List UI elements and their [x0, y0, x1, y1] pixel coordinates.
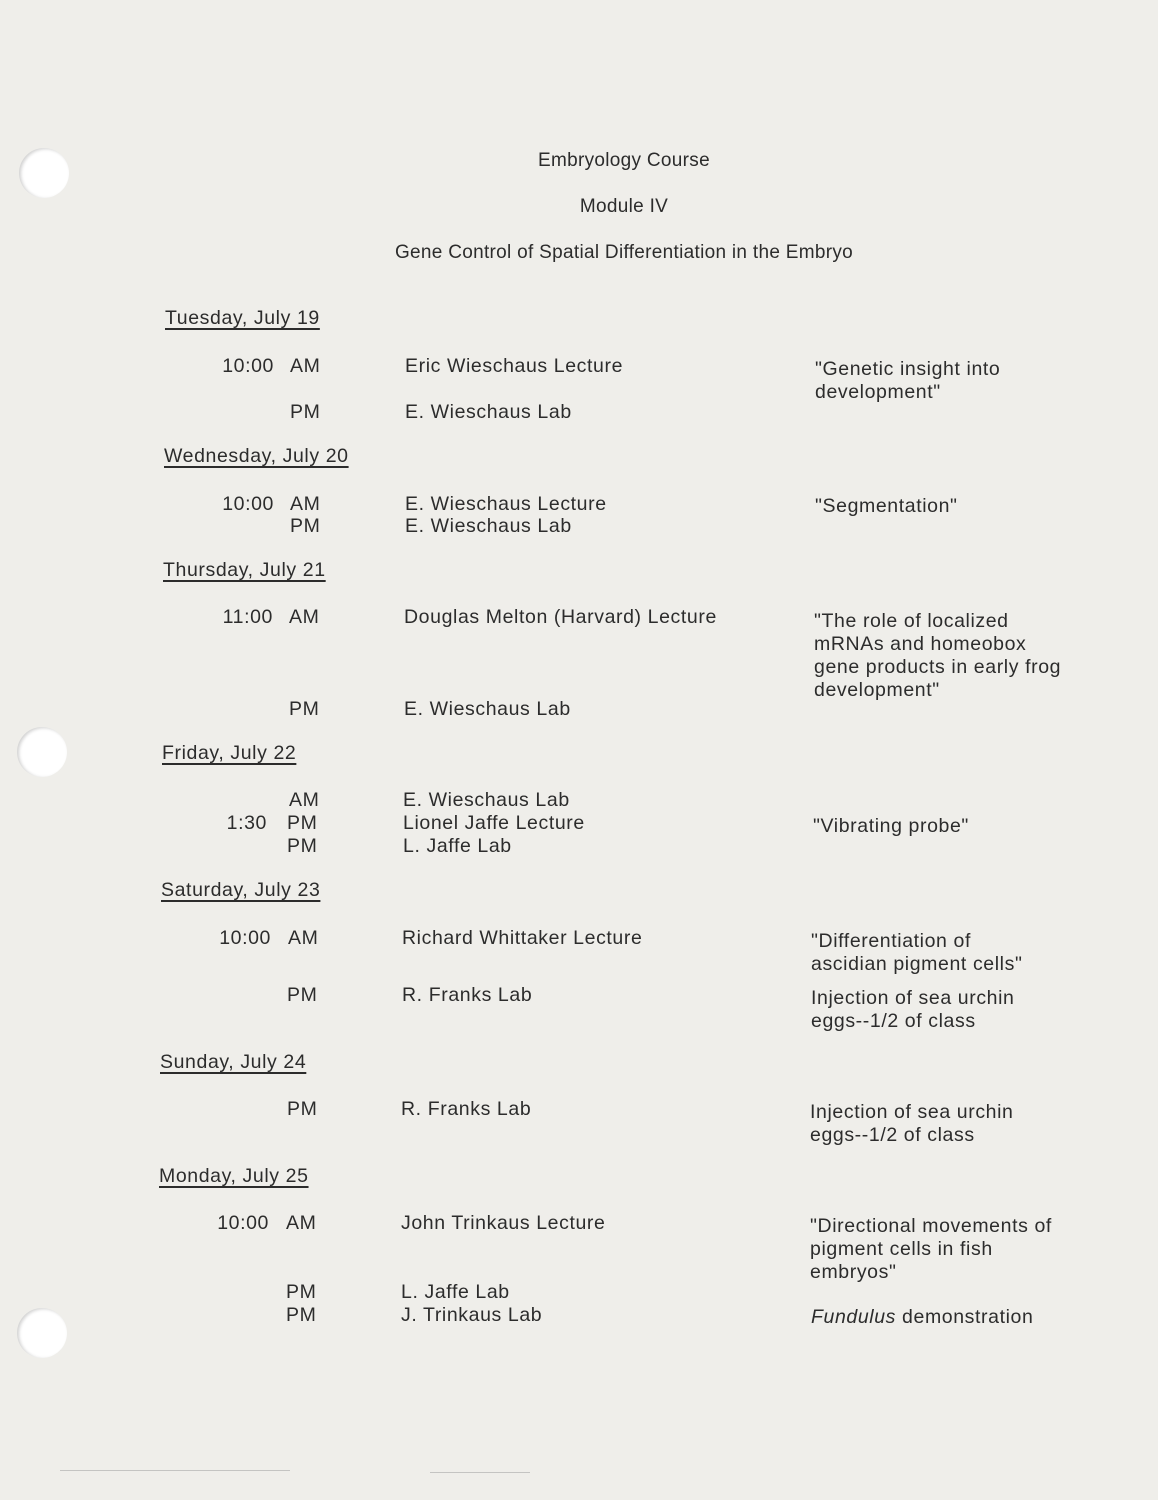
document-subtitle: Gene Control of Spatial Differentiation in the Embryo [394, 242, 854, 263]
period: AM [290, 493, 321, 515]
day-heading: Tuesday, July 19 [165, 307, 320, 329]
punch-hole-bottom [17, 1308, 67, 1358]
fundulus-italic: Fundulus [811, 1306, 897, 1328]
period: AM [289, 606, 320, 628]
period: AM [290, 355, 321, 377]
note-line: ascidian pigment cells" [811, 953, 1023, 975]
event: L. Jaffe Lab [403, 835, 512, 857]
punch-hole-middle [17, 727, 67, 777]
note-line: Injection of sea urchin [810, 1101, 1014, 1123]
day-heading: Saturday, July 23 [161, 879, 321, 901]
note-line: development" [814, 679, 940, 701]
fundulus-note [811, 1306, 1033, 1329]
note-line: "Vibrating probe" [813, 815, 969, 837]
module-title: Module IV [579, 196, 669, 217]
note-line: "Directional movements of [810, 1215, 1052, 1237]
note-line: "The role of localized [814, 610, 1009, 632]
scan-artifact [430, 1472, 530, 1473]
period: AM [289, 789, 320, 811]
time: 10:00 [222, 493, 274, 515]
event: R. Franks Lab [401, 1098, 532, 1120]
day-heading: Wednesday, July 20 [164, 445, 349, 467]
period: PM [286, 1281, 317, 1303]
note-line: gene products in early frog [814, 656, 1062, 678]
time: 11:00 [222, 606, 273, 628]
note-line: embryos" [810, 1261, 897, 1283]
time: 1:30 [226, 812, 267, 834]
time: 10:00 [217, 1212, 269, 1234]
event: R. Franks Lab [402, 984, 533, 1006]
period: AM [286, 1212, 317, 1234]
day-heading: Friday, July 22 [162, 742, 297, 764]
fundulus-rest: demonstration [896, 1306, 1034, 1328]
note-line: Injection of sea urchin [811, 987, 1015, 1009]
note-line: pigment cells in fish [810, 1238, 993, 1260]
event: Douglas Melton (Harvard) Lecture [404, 606, 717, 628]
period: PM [287, 1098, 318, 1120]
period: PM [287, 984, 318, 1006]
period: PM [286, 1304, 317, 1326]
note-line: eggs--1/2 of class [810, 1124, 975, 1146]
period: AM [288, 927, 319, 949]
event: E. Wieschaus Lab [405, 515, 572, 537]
event: John Trinkaus Lecture [401, 1212, 606, 1234]
note-line: eggs--1/2 of class [811, 1010, 976, 1032]
event: E. Wieschaus Lecture [405, 493, 607, 515]
day-heading: Monday, July 25 [159, 1165, 309, 1187]
note-line: development" [815, 381, 941, 403]
time: 10:00 [219, 927, 271, 949]
event: Lionel Jaffe Lecture [403, 812, 585, 834]
time: 10:00 [222, 355, 274, 377]
event: L. Jaffe Lab [401, 1281, 510, 1303]
event: E. Wieschaus Lab [405, 401, 572, 423]
day-heading: Thursday, July 21 [163, 559, 326, 581]
period: PM [290, 401, 321, 423]
event: Eric Wieschaus Lecture [405, 355, 624, 377]
note-line: "Segmentation" [815, 495, 958, 517]
event: J. Trinkaus Lab [401, 1304, 543, 1326]
course-title: Embryology Course [538, 150, 710, 171]
scan-artifact [60, 1470, 290, 1471]
note-line: "Genetic insight into [815, 358, 1001, 380]
period: PM [290, 515, 321, 537]
period: PM [287, 835, 318, 857]
note-line: "Differentiation of [811, 930, 971, 952]
event: Richard Whittaker Lecture [402, 927, 643, 949]
event: E. Wieschaus Lab [404, 698, 571, 720]
day-heading: Sunday, July 24 [160, 1051, 307, 1073]
note-line: mRNAs and homeobox [814, 633, 1027, 655]
event: E. Wieschaus Lab [403, 789, 570, 811]
period: PM [287, 812, 318, 834]
period: PM [289, 698, 320, 720]
